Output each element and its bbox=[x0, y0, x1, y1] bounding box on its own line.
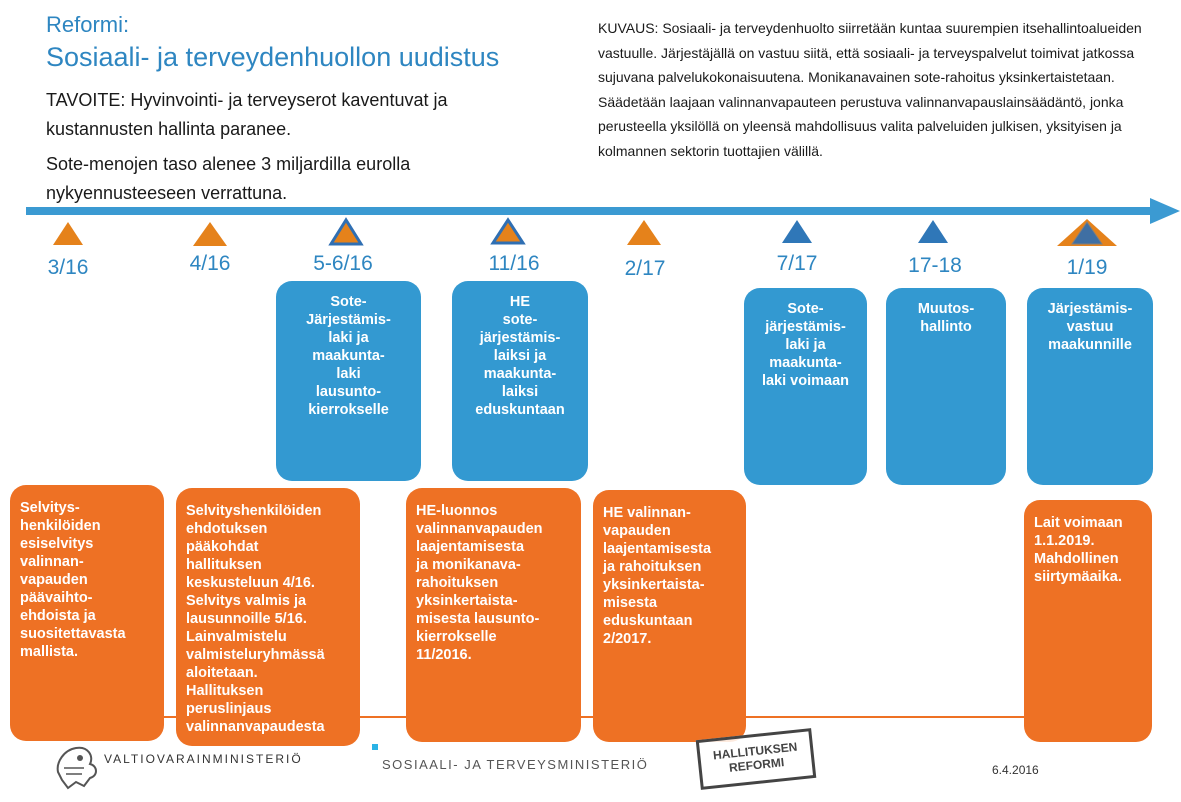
blue-box-5: Järjestämis- vastuu maakunnille bbox=[1027, 288, 1153, 485]
title-kicker: Reformi: bbox=[46, 12, 130, 37]
ministry-of-social-affairs-logo-text: SOSIAALI- JA TERVEYSMINISTERIÖ bbox=[382, 757, 649, 772]
description-text: KUVAUS: Sosiaali- ja terveydenhuolto siirretään kuntaa suurempien itsehallintoalueiden vastuulle. Järjestäjällä on vastuu siitä, että sosiaali- ja terveyspalvelut toimivat jatkossa sujuvana palvelukokonaisuutena. Monikanavainen sote-rahoitus yksinkertaistetaan. Säädetään laajaan valinnanvapauteen perustuva valinnanvapauslainsäädäntö, jonka perusteella yksilöllä on yleensä mahdollisuus valita palveluiden julkisen, yksityisen ja kolmannen sektorin tuottajien välillä. bbox=[598, 20, 1142, 159]
orange-box-1: Selvitys- henkilöiden esiselvitys valinnan- vapauden päävaihto- ehdoista ja suositettavasta mallista. bbox=[10, 485, 164, 741]
milestone-marker-1 bbox=[53, 222, 83, 245]
timeline-arrow-head bbox=[1150, 198, 1180, 224]
milestone-marker-3 bbox=[331, 220, 361, 244]
milestone-date-7: 17-18 bbox=[908, 254, 962, 277]
milestone-marker-2 bbox=[193, 222, 227, 246]
blue-box-1: Sote- Järjestämis- laki ja maakunta- laki lausunto- kierrokselle bbox=[276, 281, 421, 481]
milestone-date-1: 3/16 bbox=[47, 256, 89, 279]
government-reform-stamp: HALLITUKSEN REFORMI bbox=[696, 728, 817, 790]
blue-box-2: HE sote- järjestämis- laiksi ja maakunta- laiksi eduskuntaan bbox=[452, 281, 588, 481]
cost-goal-text: Sote-menojen taso alenee 3 miljardilla eurolla nykyennusteeseen verrattuna. bbox=[46, 154, 411, 203]
page-title: Sosiaali- ja terveydenhuollon uudistus bbox=[46, 42, 500, 72]
milestone-marker-4 bbox=[493, 220, 523, 243]
stm-logo-dot bbox=[372, 744, 378, 750]
milestone-date-6: 7/17 bbox=[776, 252, 818, 275]
milestone-marker-7 bbox=[918, 220, 948, 243]
ministry-of-finance-logo-text: VALTIOVARAINMINISTERIÖ bbox=[104, 752, 303, 766]
milestone-marker-5 bbox=[627, 220, 661, 245]
vm-lion-emblem bbox=[58, 748, 96, 788]
blue-box-3: Sote- järjestämis- laki ja maakunta- laki voimaan bbox=[744, 288, 867, 485]
orange-box-3: HE-luonnos valinnanvapauden laajentamisesta ja monikanava- rahoituksen yksinkertaista- misesta lausunto- kierrokselle 11/2016. bbox=[406, 488, 581, 742]
orange-box-2: Selvityshenkilöiden ehdotuksen pääkohdat hallituksen keskusteluun 4/16. Selvitys valmis ja lausunnoille 5/16. Lainvalmistelu valmisteluryhmässä aloitetaan. Hallituksen peruslinjaus valinnanvapaudesta bbox=[176, 488, 360, 746]
document-date: 6.4.2016 bbox=[992, 763, 1039, 777]
blue-box-4: Muutos- hallinto bbox=[886, 288, 1006, 485]
milestone-date-2: 4/16 bbox=[189, 252, 231, 275]
milestone-date-8: 1/19 bbox=[1066, 256, 1108, 279]
goal-text: TAVOITE: Hyvinvointi- ja terveyserot kaventuvat ja kustannusten hallinta paranee. bbox=[46, 90, 448, 139]
orange-box-4: HE valinnan- vapauden laajentamisesta ja rahoituksen yksinkertaista- misesta eduskuntaan 2/2017. bbox=[593, 490, 746, 742]
milestone-date-4: 11/16 bbox=[488, 252, 540, 275]
milestone-date-3: 5-6/16 bbox=[313, 252, 373, 275]
milestone-marker-6 bbox=[782, 220, 812, 243]
milestone-date-5: 2/17 bbox=[624, 257, 666, 280]
timeline-arrow-shaft bbox=[26, 207, 1154, 215]
orange-box-5: Lait voimaan 1.1.2019. Mahdollinen siirtymäaika. bbox=[1024, 500, 1152, 742]
